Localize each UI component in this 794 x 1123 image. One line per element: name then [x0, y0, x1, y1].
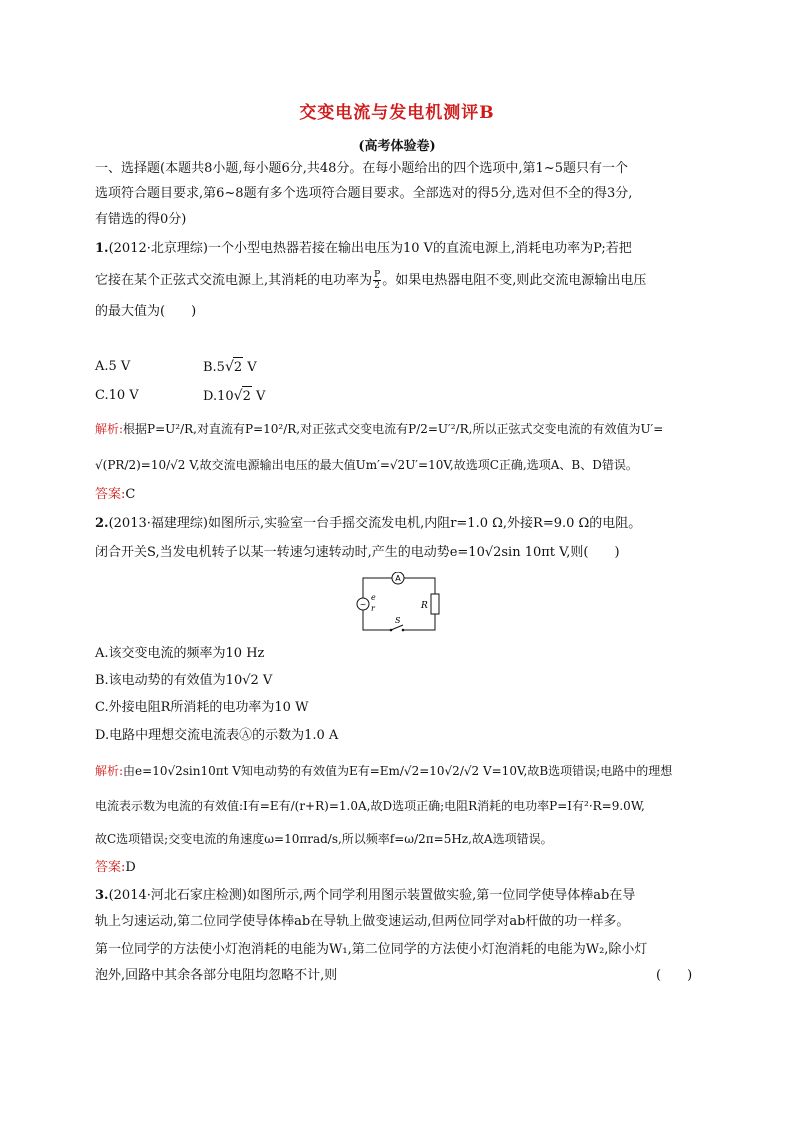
switch-label: S	[395, 616, 401, 625]
q2-option-c: C.外接电阻R所消耗的电功率为10 W	[95, 700, 309, 715]
q1-number: 1.	[95, 241, 109, 256]
q1-answer-label: 答案:	[95, 487, 126, 502]
q2-analysis-line-2: 电流表示数为电流的有效值:I有=E有/(r+R)=1.0A,故D选项正确;电阻R消耗的电功率P=I有²·R=9.0W,	[95, 799, 645, 813]
q1-answer: 答案:C	[95, 487, 136, 502]
q2-option-d: D.电路中理想交流电流表Ⓐ的示数为1.0 A	[95, 728, 339, 743]
q1-option-b: B.5√2 V	[203, 357, 257, 378]
q1-option-d: D.10√2 V	[203, 386, 265, 407]
q2-number: 2.	[95, 516, 109, 531]
q1-option-a: A.5 V	[95, 359, 131, 374]
q1-fraction: $\frac{P}{2}$	[374, 270, 381, 291]
q3-stem-line-3: 第一位同学的方法使小灯泡消耗的电能为W₁,第二位同学的方法使小灯泡消耗的电能为W₂,除小灯	[95, 942, 648, 957]
q2-stem-line-1: 2.(2013·福建理综)如图所示,实验室一台手摇交流发电机,内阻r=1.0 Ω,外接R=9.0 Ω的电阻。	[95, 516, 642, 531]
emf-label: e	[371, 593, 376, 602]
page-title: 交变电流与发电机测评B	[299, 103, 495, 123]
resistor-symbol	[431, 594, 439, 614]
section-instructions-line-2: 选项符合题目要求,第6~8题有多个选项符合题目要求。全部选对的得5分,选对但不全的得3分,	[95, 186, 633, 201]
section-instructions-line-1: 一、选择题(本题共8小题,每小题6分,共48分。在每小题给出的四个选项中,第1~5题只有一个	[95, 161, 628, 176]
q1-stem-line-2: 它接在某个正弦式交流电源上,其消耗的电功率为 $\frac{P}{2}$ 。如果电热器电阻不变,则此交流电源输出电压	[95, 270, 647, 291]
q2-analysis-label: 解析:	[95, 764, 124, 778]
generator-wave-icon: ~	[359, 600, 367, 609]
page-subtitle: (高考体验卷)	[358, 139, 436, 154]
q3-number: 3.	[95, 888, 109, 903]
circuit-diagram	[345, 572, 445, 636]
q2-analysis-line-3: 故C选项错误;交变电流的角速度ω=10πrad/s,所以频率f=ω/2π=5Hz,故A选项错误。	[95, 832, 553, 846]
resistor-label: R	[421, 601, 428, 611]
section-instructions-line-3: 有错选的得0分)	[95, 212, 187, 227]
q1-analysis-line-1: 解析:根据P=U²/R,对直流有P=10²/R,对正弦式交变电流有P/2=U′²/R,所以正弦式交变电流的有效值为U′=	[95, 422, 664, 436]
q3-stem-line-4: 泡外,回路中其余各部分电阻均忽略不计,则	[95, 968, 338, 983]
q3-answer-bracket: ( )	[656, 968, 693, 983]
q2-analysis-line-1: 解析:由e=10√2sin10πt V知电动势的有效值为E有=Em/√2=10√2/√2 V=10V,故B选项错误;电路中的理想	[95, 764, 673, 778]
ammeter-label: A	[395, 574, 401, 583]
q3-stem-line-1: 3.(2014·河北石家庄检测)如图所示,两个同学利用图示装置做实验,第一位同学使导体棒ab在导	[95, 888, 636, 903]
q2-answer: 答案:D	[95, 860, 136, 875]
q1-stem-line-1: 1.(2012·北京理综)一个小型电热器若接在输出电压为10 V的直流电源上,消耗电功率为P;若把	[95, 241, 632, 256]
q2-stem-line-2: 闭合开关S,当发电机转子以某一转速匀速转动时,产生的电动势e=10√2sin 10πt V,则( )	[95, 545, 620, 560]
q1-analysis-label: 解析:	[95, 422, 124, 436]
q2-answer-label: 答案:	[95, 860, 126, 875]
q1-stem-line-3: 的最大值为( )	[95, 304, 197, 319]
q2-option-a: A.该交变电流的频率为10 Hz	[95, 646, 265, 661]
internal-resistance-label: r	[371, 604, 375, 613]
q3-stem-line-2: 轨上匀速运动,第二位同学使导体棒ab在导轨上做变速运动,但两位同学对ab杆做的功一样多。	[95, 914, 630, 929]
q1-analysis-line-2: √(PR/2)=10/√2 V,故交流电源输出电压的最大值Um′=√2U′=10V,故选项C正确,选项A、B、D错误。	[95, 458, 638, 472]
q1-option-c: C.10 V	[95, 388, 139, 403]
q2-option-b: B.该电动势的有效值为10√2 V	[95, 673, 273, 688]
